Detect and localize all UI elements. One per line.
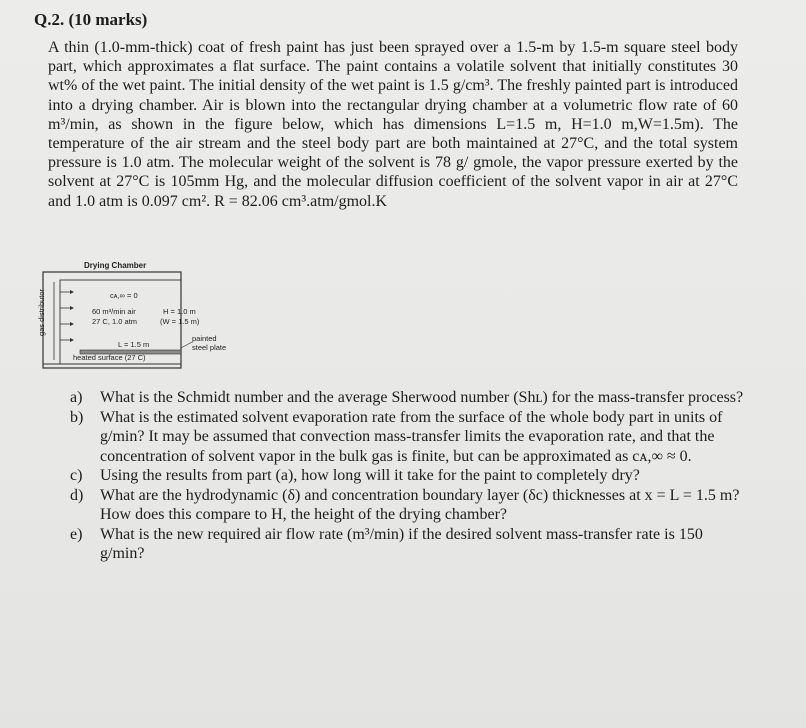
- drying-chamber-diagram: [37, 260, 310, 375]
- subquestion-d: [70, 486, 750, 525]
- flow-label: 60 m³/min air: [92, 307, 136, 316]
- width-label: (W = 1.5 m): [160, 317, 200, 326]
- subquestion-list: [70, 388, 750, 564]
- conditions-label: 27 C, 1.0 atm: [92, 317, 138, 326]
- subquestion-label: d): [70, 486, 84, 504]
- heated-surface-label: heated surface (27 C): [73, 353, 146, 362]
- subquestion-text: Using the results from part (a), how long will it take for the paint to completely dry?: [100, 467, 640, 484]
- gas-distributor-label: gas distributor: [37, 288, 47, 337]
- subquestion-text: What is the Schmidt number and the average Sherwood number (Shʟ) for the mass-transfer process?: [100, 389, 744, 406]
- subquestion-label: e): [70, 525, 83, 543]
- question-title: Q.2. (10 marks): [34, 10, 148, 29]
- subquestion-text: What is the new required air flow rate (m³/min) if the desired solvent mass-transfer rate is 150 g/min?: [100, 525, 703, 562]
- diagram-title: Drying Chamber: [84, 261, 147, 270]
- length-label: L = 1.5 m: [118, 340, 150, 349]
- subquestion-label: b): [70, 408, 84, 426]
- subquestion-label: a): [70, 389, 83, 406]
- concentration-label: cᴀ,∞ = 0: [110, 291, 138, 300]
- subquestion-label: c): [70, 467, 83, 484]
- subquestion-e: [70, 525, 750, 564]
- subquestion-b: [70, 408, 750, 467]
- steel-plate-label: steel plate: [192, 343, 227, 352]
- subquestion-a: [70, 388, 750, 408]
- subquestion-text: What are the hydrodynamic (δ) and concentration boundary layer (δc) thicknesses at x = L = 1.5 m? How does this compare to H, the height of the drying chamber?: [100, 486, 740, 523]
- painted-label: painted: [192, 334, 217, 343]
- subquestion-text: What is the estimated solvent evaporation rate from the surface of the whole body part in units of g/min? It may be assumed that convection mass-transfer limits the evaporation rate, and that the concentration of solvent vapor in the bulk gas is finite, but can be approximated as cᴀ,∞ ≈ 0.: [100, 408, 723, 465]
- subquestion-c: [70, 466, 750, 486]
- height-label: H = 1.0 m: [163, 307, 196, 316]
- question-paragraph: A thin (1.0-mm-thick) coat of fresh paint has just been sprayed over a 1.5-m by 1.5-m square steel body part, which approximates a flat surface. The paint contains a volatile solvent that initially constitutes 30 wt% of the wet paint. The initial density of the wet paint is 1.5 g/cm³. The freshly painted part is introduced into a drying chamber. Air is blown into the rectangular drying chamber at a volumetric flow rate of 60 m³/min, as shown in the figure below, which has dimensions L=1.5 m, H=1.0 m,W=1.5m). The temperature of the air stream and the steel body part are both maintained at 27°C, and the total system pressure is 1.0 atm. The molecular weight of the solvent is 78 g/ gmole, the vapor pressure exerted by the solvent at 27°C is 105mm Hg, and the molecular diffusion coefficient of the solvent vapor in air at 27°C and 1.0 atm is 0.097 cm². R = 82.06 cm³.atm/gmol.K: [48, 39, 738, 210]
